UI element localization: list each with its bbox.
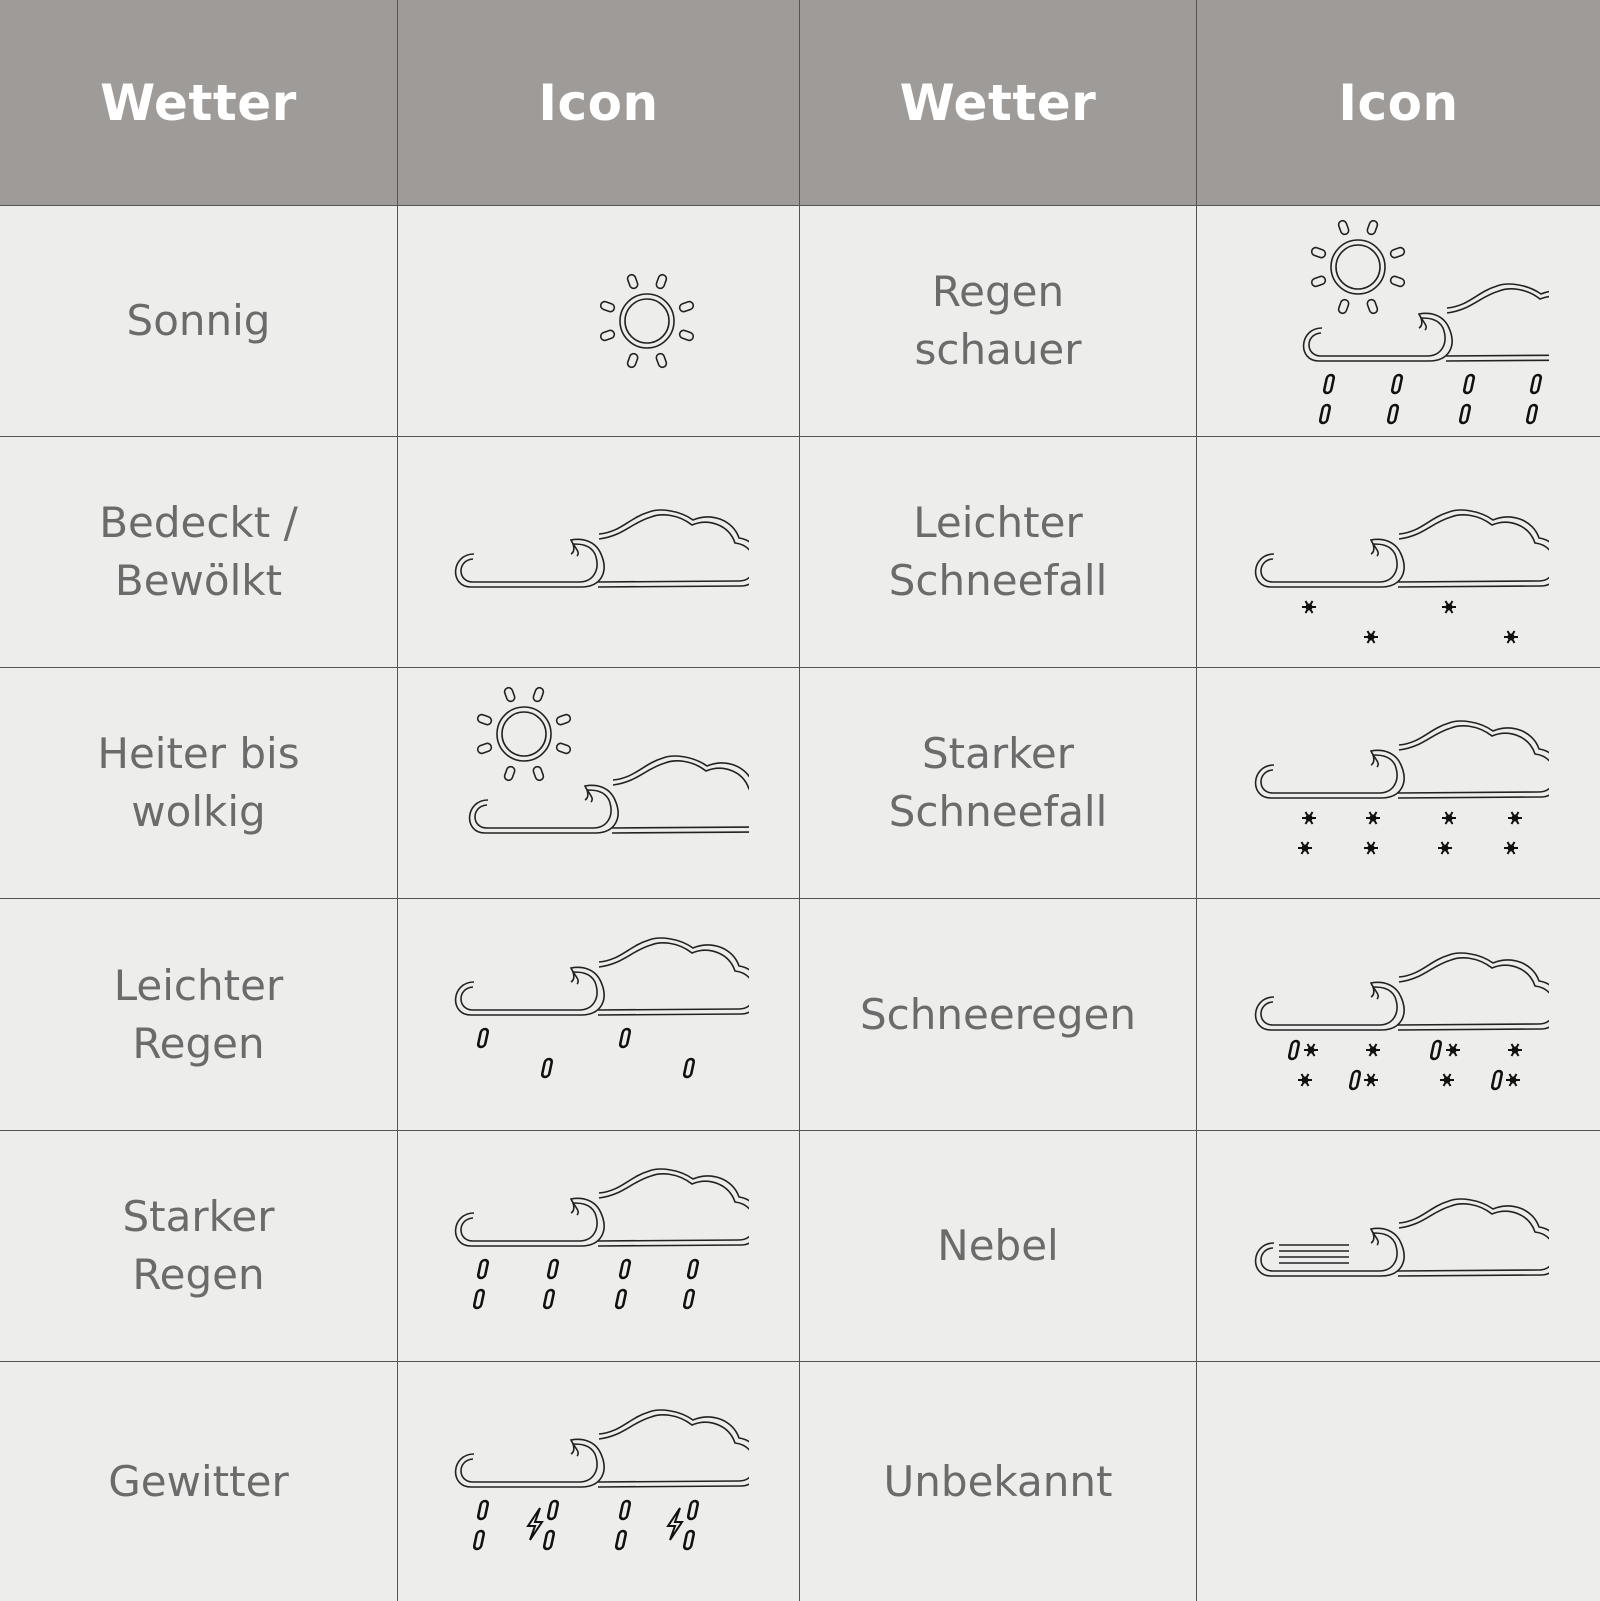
icon-cell — [398, 437, 800, 668]
icon-cell — [1197, 668, 1600, 899]
header-icon-2 — [1197, 0, 1600, 206]
weather-label-line: Unbekannt — [883, 1456, 1113, 1506]
weather-label-line: Heiter bis — [97, 729, 300, 778]
weather-label-line: Regen — [132, 1018, 265, 1068]
icon-cell — [1197, 437, 1600, 668]
icon-cell — [398, 1131, 800, 1362]
sunny-icon — [449, 206, 749, 436]
header-weather-2 — [800, 0, 1197, 206]
icon-cell — [1197, 206, 1600, 437]
icon-cell — [398, 668, 800, 899]
icon-cell — [398, 1362, 800, 1601]
weather-label-line: Schneefall — [888, 556, 1108, 605]
header-label: Wetter — [100, 73, 297, 132]
icon-cell — [1197, 1131, 1600, 1362]
heavy-rain-icon — [449, 1131, 749, 1361]
header-weather-1 — [0, 0, 398, 206]
weather-label-cell — [800, 668, 1197, 899]
weather-label-line: Gewitter — [108, 1456, 289, 1506]
weather-label-cell — [800, 437, 1197, 668]
weather-label-line: schauer — [914, 325, 1082, 374]
header-label: Icon — [538, 73, 659, 132]
thunderstorm-icon — [449, 1367, 749, 1597]
light-rain-icon — [449, 900, 749, 1130]
light-snow-icon — [1249, 437, 1549, 667]
header-icon-1 — [398, 0, 800, 206]
weather-label-line: Starker — [921, 729, 1075, 778]
header-label: Icon — [1338, 73, 1459, 132]
sleet-icon — [1249, 900, 1549, 1130]
icon-cell — [1197, 899, 1600, 1131]
weather-label-line: Schneeregen — [860, 989, 1136, 1039]
heavy-snow-icon — [1249, 668, 1549, 898]
header-label: Wetter — [899, 73, 1097, 132]
empty-icon-cell — [1197, 1362, 1600, 1601]
weather-label-cell — [800, 206, 1197, 437]
rain-showers-icon — [1249, 206, 1549, 436]
weather-label-line: Nebel — [937, 1221, 1059, 1270]
weather-label-line: wolkig — [131, 787, 266, 836]
partly-cloudy-icon — [449, 668, 749, 898]
overcast-icon — [449, 437, 749, 667]
weather-label-line: Leichter — [913, 498, 1083, 547]
weather-label-line: Leichter — [113, 960, 284, 1010]
weather-label-cell — [0, 1362, 398, 1601]
weather-label-cell — [0, 899, 398, 1131]
weather-label-line: Starker — [122, 1192, 275, 1241]
weather-label-cell — [800, 899, 1197, 1131]
icon-cell — [398, 206, 800, 437]
weather-label-cell — [0, 1131, 398, 1362]
weather-label-line: Regen — [132, 1250, 265, 1299]
weather-label-cell — [800, 1362, 1197, 1601]
weather-label-line: Bedeckt / — [99, 498, 298, 547]
fog-icon — [1249, 1131, 1549, 1361]
weather-label-cell — [0, 437, 398, 668]
weather-label-line: Regen — [931, 267, 1065, 316]
weather-label-line: Bewölkt — [114, 556, 283, 605]
weather-label-cell — [0, 668, 398, 899]
weather-label-cell — [800, 1131, 1197, 1362]
weather-label-line: Sonnig — [126, 296, 271, 345]
weather-label-line: Schneefall — [888, 787, 1108, 836]
icon-cell — [398, 899, 800, 1131]
weather-label-cell — [0, 206, 398, 437]
